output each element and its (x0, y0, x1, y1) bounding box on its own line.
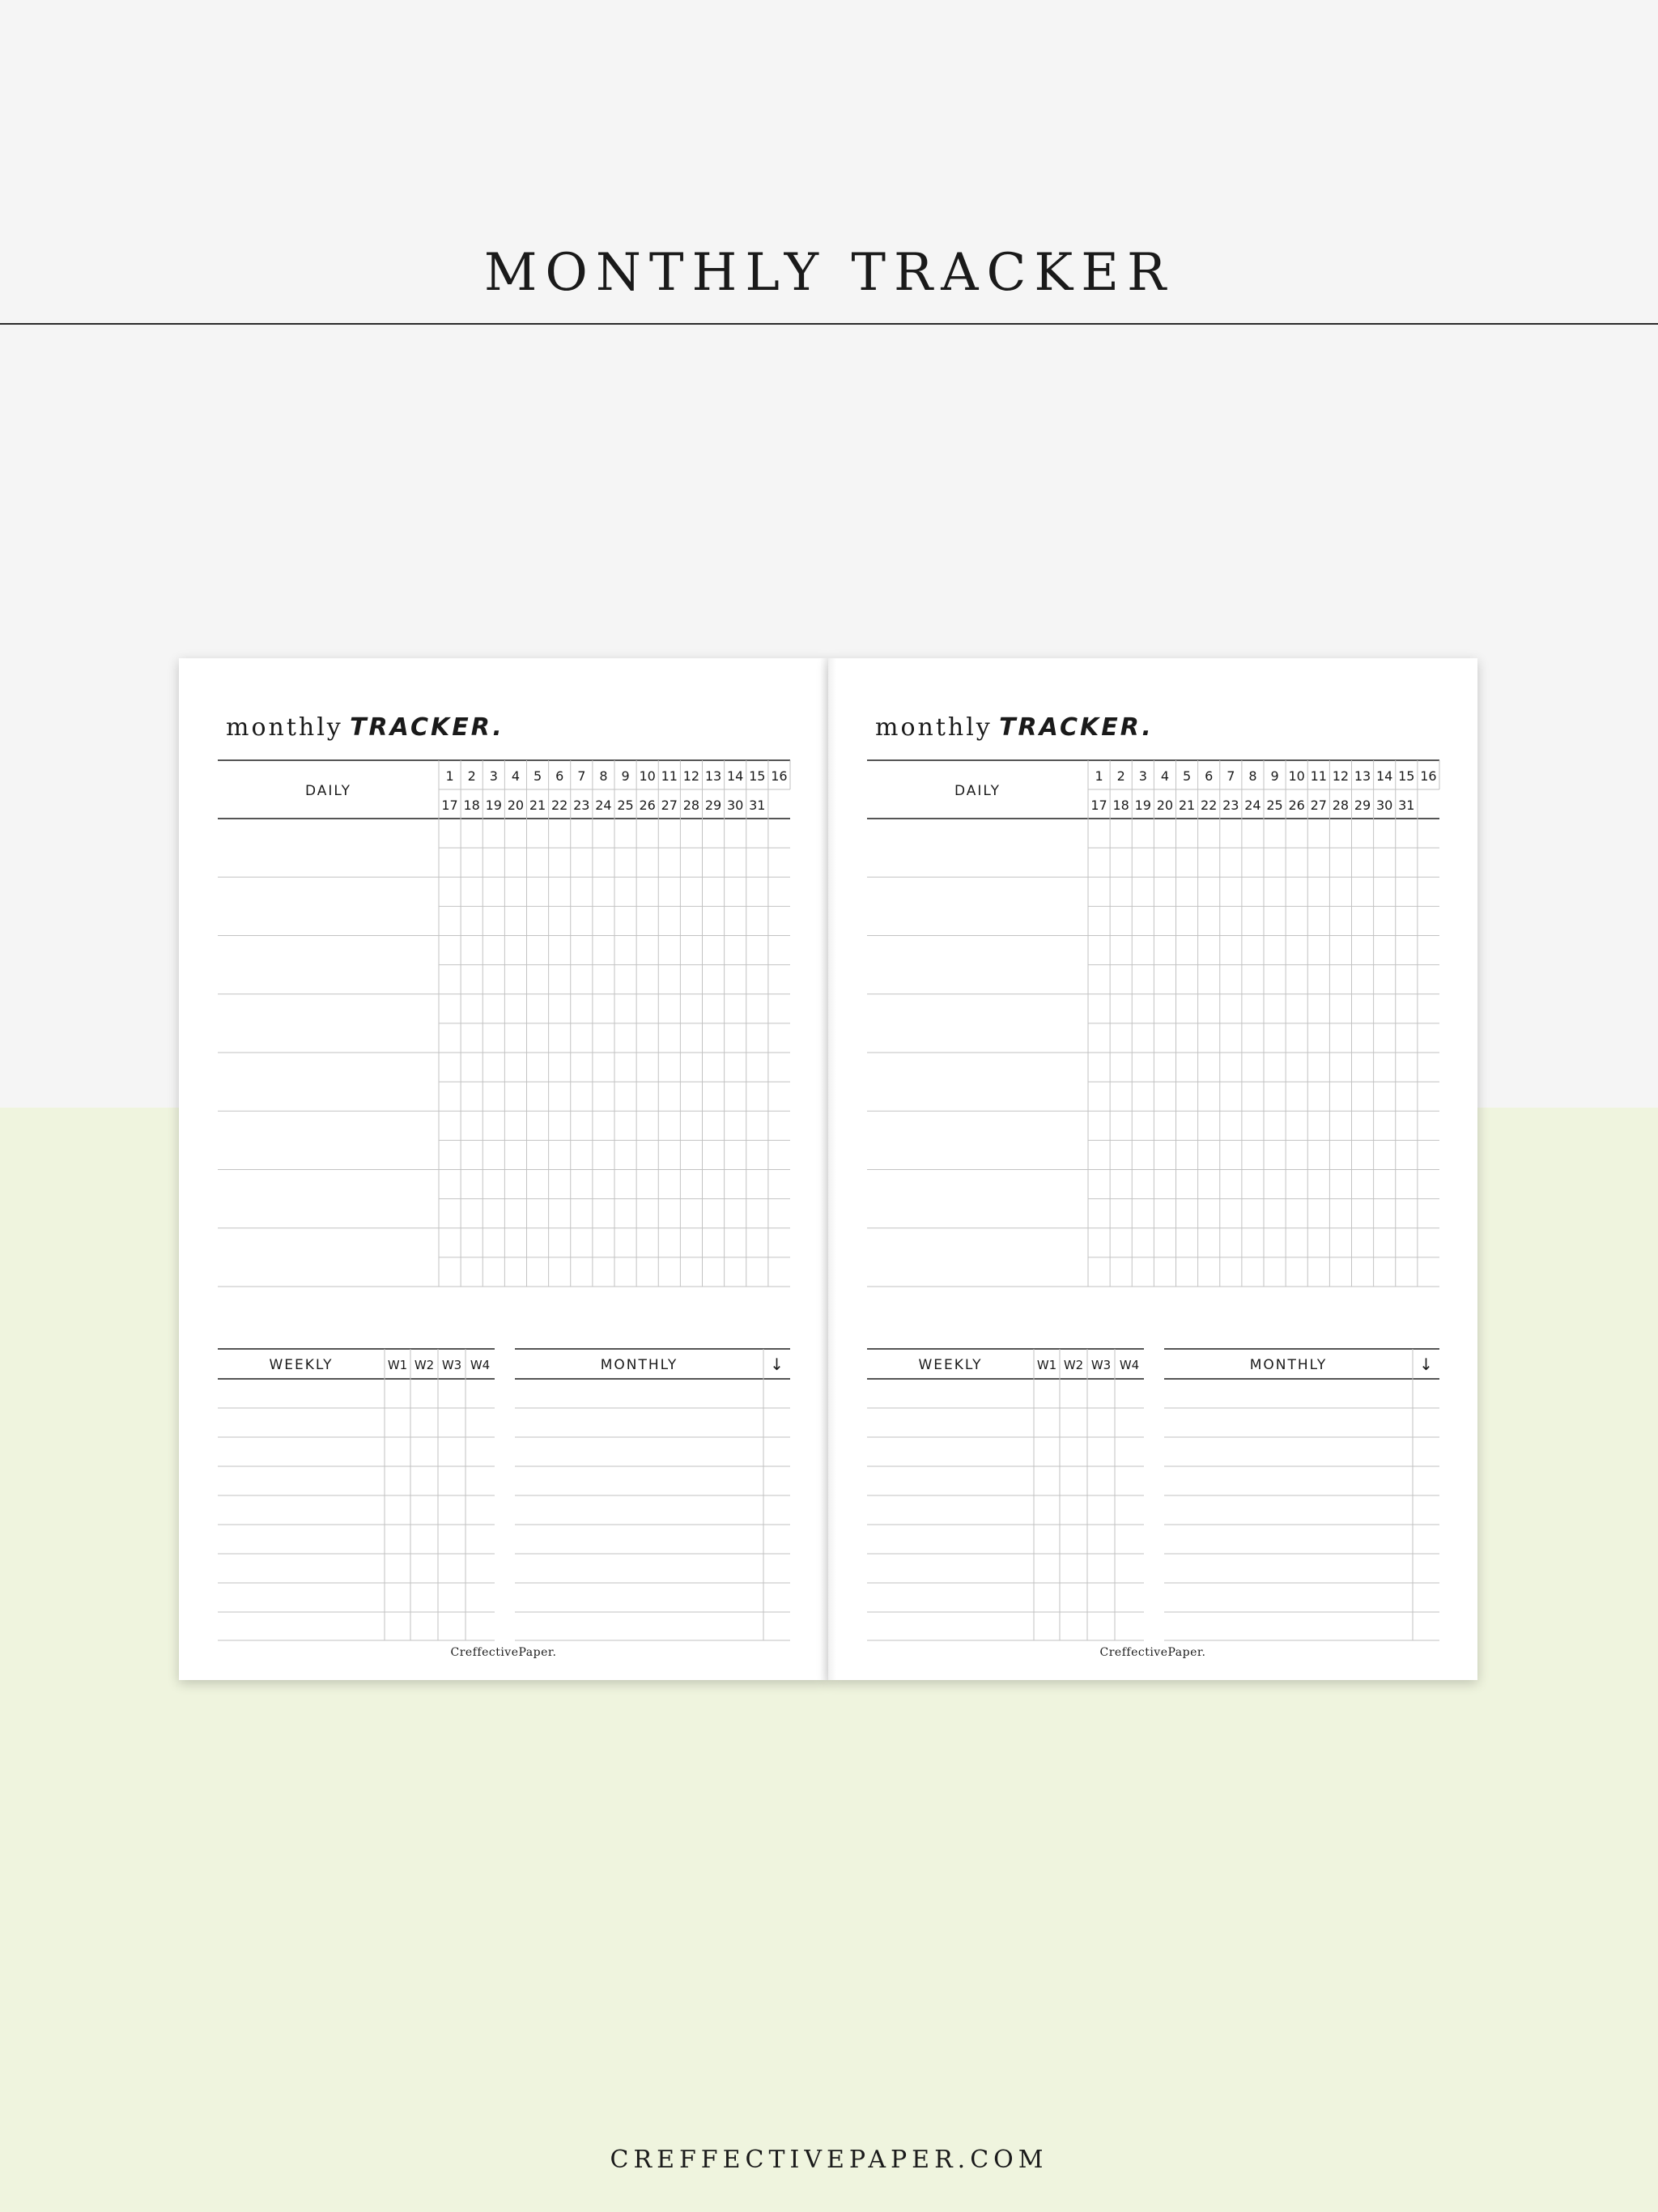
day-number: 22 (551, 798, 568, 813)
day-number: 14 (1376, 768, 1393, 784)
week-label: W2 (1063, 1358, 1084, 1372)
day-number: 1 (445, 768, 454, 784)
day-number: 12 (1332, 768, 1350, 784)
day-number: 15 (1398, 768, 1415, 784)
day-number: 27 (661, 798, 678, 813)
week-label: W1 (387, 1358, 408, 1372)
day-number: 25 (617, 798, 634, 813)
weekly-label: WEEKLY (918, 1357, 983, 1373)
spread-gutter (820, 658, 836, 1680)
day-number: 31 (749, 798, 766, 813)
day-number: 27 (1310, 798, 1327, 813)
day-number: 21 (1178, 798, 1196, 813)
day-number: 22 (1201, 798, 1218, 813)
daily-label: DAILY (954, 783, 1001, 799)
planner-spread (179, 658, 1477, 1680)
day-number: 17 (441, 798, 458, 813)
day-number: 30 (727, 798, 744, 813)
day-number: 30 (1376, 798, 1393, 813)
day-number: 8 (1248, 768, 1257, 784)
monthly-label: MONTHLY (1249, 1357, 1328, 1373)
week-label: W3 (1090, 1358, 1112, 1372)
sheet-title-lower: monthly (875, 713, 993, 742)
day-number: 11 (661, 768, 678, 784)
daily-label: DAILY (304, 783, 352, 799)
weekly-label: WEEKLY (269, 1357, 334, 1373)
day-number: 8 (599, 768, 608, 784)
day-number: 28 (1332, 798, 1350, 813)
planner-page-right (828, 658, 1477, 1680)
day-number: 21 (529, 798, 546, 813)
day-number: 4 (511, 768, 521, 784)
day-number: 24 (1244, 798, 1261, 813)
day-number: 14 (727, 768, 744, 784)
day-number: 20 (507, 798, 525, 813)
brand-mark: CreffectivePaper. (1099, 1646, 1206, 1659)
day-number: 2 (467, 768, 476, 784)
week-label: W4 (1119, 1358, 1140, 1372)
day-number: 4 (1160, 768, 1170, 784)
arrow-down-icon: ↓ (1419, 1355, 1433, 1374)
day-number: 1 (1095, 768, 1103, 784)
day-number: 13 (1354, 768, 1371, 784)
title-divider (0, 323, 1658, 325)
arrow-down-icon: ↓ (770, 1355, 784, 1374)
day-number: 23 (573, 798, 590, 813)
day-number: 29 (704, 798, 722, 813)
day-number: 17 (1090, 798, 1107, 813)
day-number: 6 (1205, 768, 1214, 784)
day-number: 7 (1226, 768, 1235, 784)
day-number: 6 (555, 768, 564, 784)
day-number: 10 (639, 768, 656, 784)
day-number: 29 (1354, 798, 1371, 813)
week-label: W4 (470, 1358, 491, 1372)
day-number: 19 (1134, 798, 1151, 813)
day-number: 28 (682, 798, 700, 813)
day-number: 24 (595, 798, 612, 813)
footer-url: CREFFECTIVEPAPER.COM (610, 2146, 1048, 2174)
tracker-grid (179, 658, 828, 1680)
day-number: 20 (1156, 798, 1174, 813)
day-number: 31 (1398, 798, 1415, 813)
day-number: 23 (1222, 798, 1239, 813)
day-number: 16 (771, 768, 788, 784)
day-number: 26 (1288, 798, 1305, 813)
week-label: W2 (414, 1358, 435, 1372)
day-number: 25 (1266, 798, 1283, 813)
day-number: 3 (1138, 768, 1147, 784)
monthly-label: MONTHLY (600, 1357, 678, 1373)
day-number: 3 (489, 768, 498, 784)
day-number: 18 (1112, 798, 1129, 813)
page-title: MONTHLY TRACKER (483, 243, 1175, 303)
week-label: W3 (441, 1358, 462, 1372)
sheet-title-lower: monthly (226, 713, 343, 742)
tracker-grid (828, 658, 1477, 1680)
day-number: 18 (463, 798, 480, 813)
day-number: 26 (639, 798, 656, 813)
brand-mark: CreffectivePaper. (450, 1646, 557, 1659)
day-number: 7 (577, 768, 586, 784)
day-number: 15 (749, 768, 766, 784)
sheet-title-upper: TRACKER. (350, 713, 504, 742)
day-number: 12 (682, 768, 700, 784)
day-number: 9 (621, 768, 630, 784)
week-label: W1 (1036, 1358, 1057, 1372)
day-number: 11 (1310, 768, 1327, 784)
day-number: 16 (1420, 768, 1437, 784)
day-number: 13 (704, 768, 722, 784)
sheet-title-upper: TRACKER. (999, 713, 1154, 742)
day-number: 5 (533, 768, 542, 784)
day-number: 2 (1116, 768, 1125, 784)
day-number: 19 (485, 798, 502, 813)
day-number: 10 (1288, 768, 1305, 784)
planner-page-left (179, 658, 828, 1680)
day-number: 9 (1270, 768, 1279, 784)
day-number: 5 (1182, 768, 1192, 784)
